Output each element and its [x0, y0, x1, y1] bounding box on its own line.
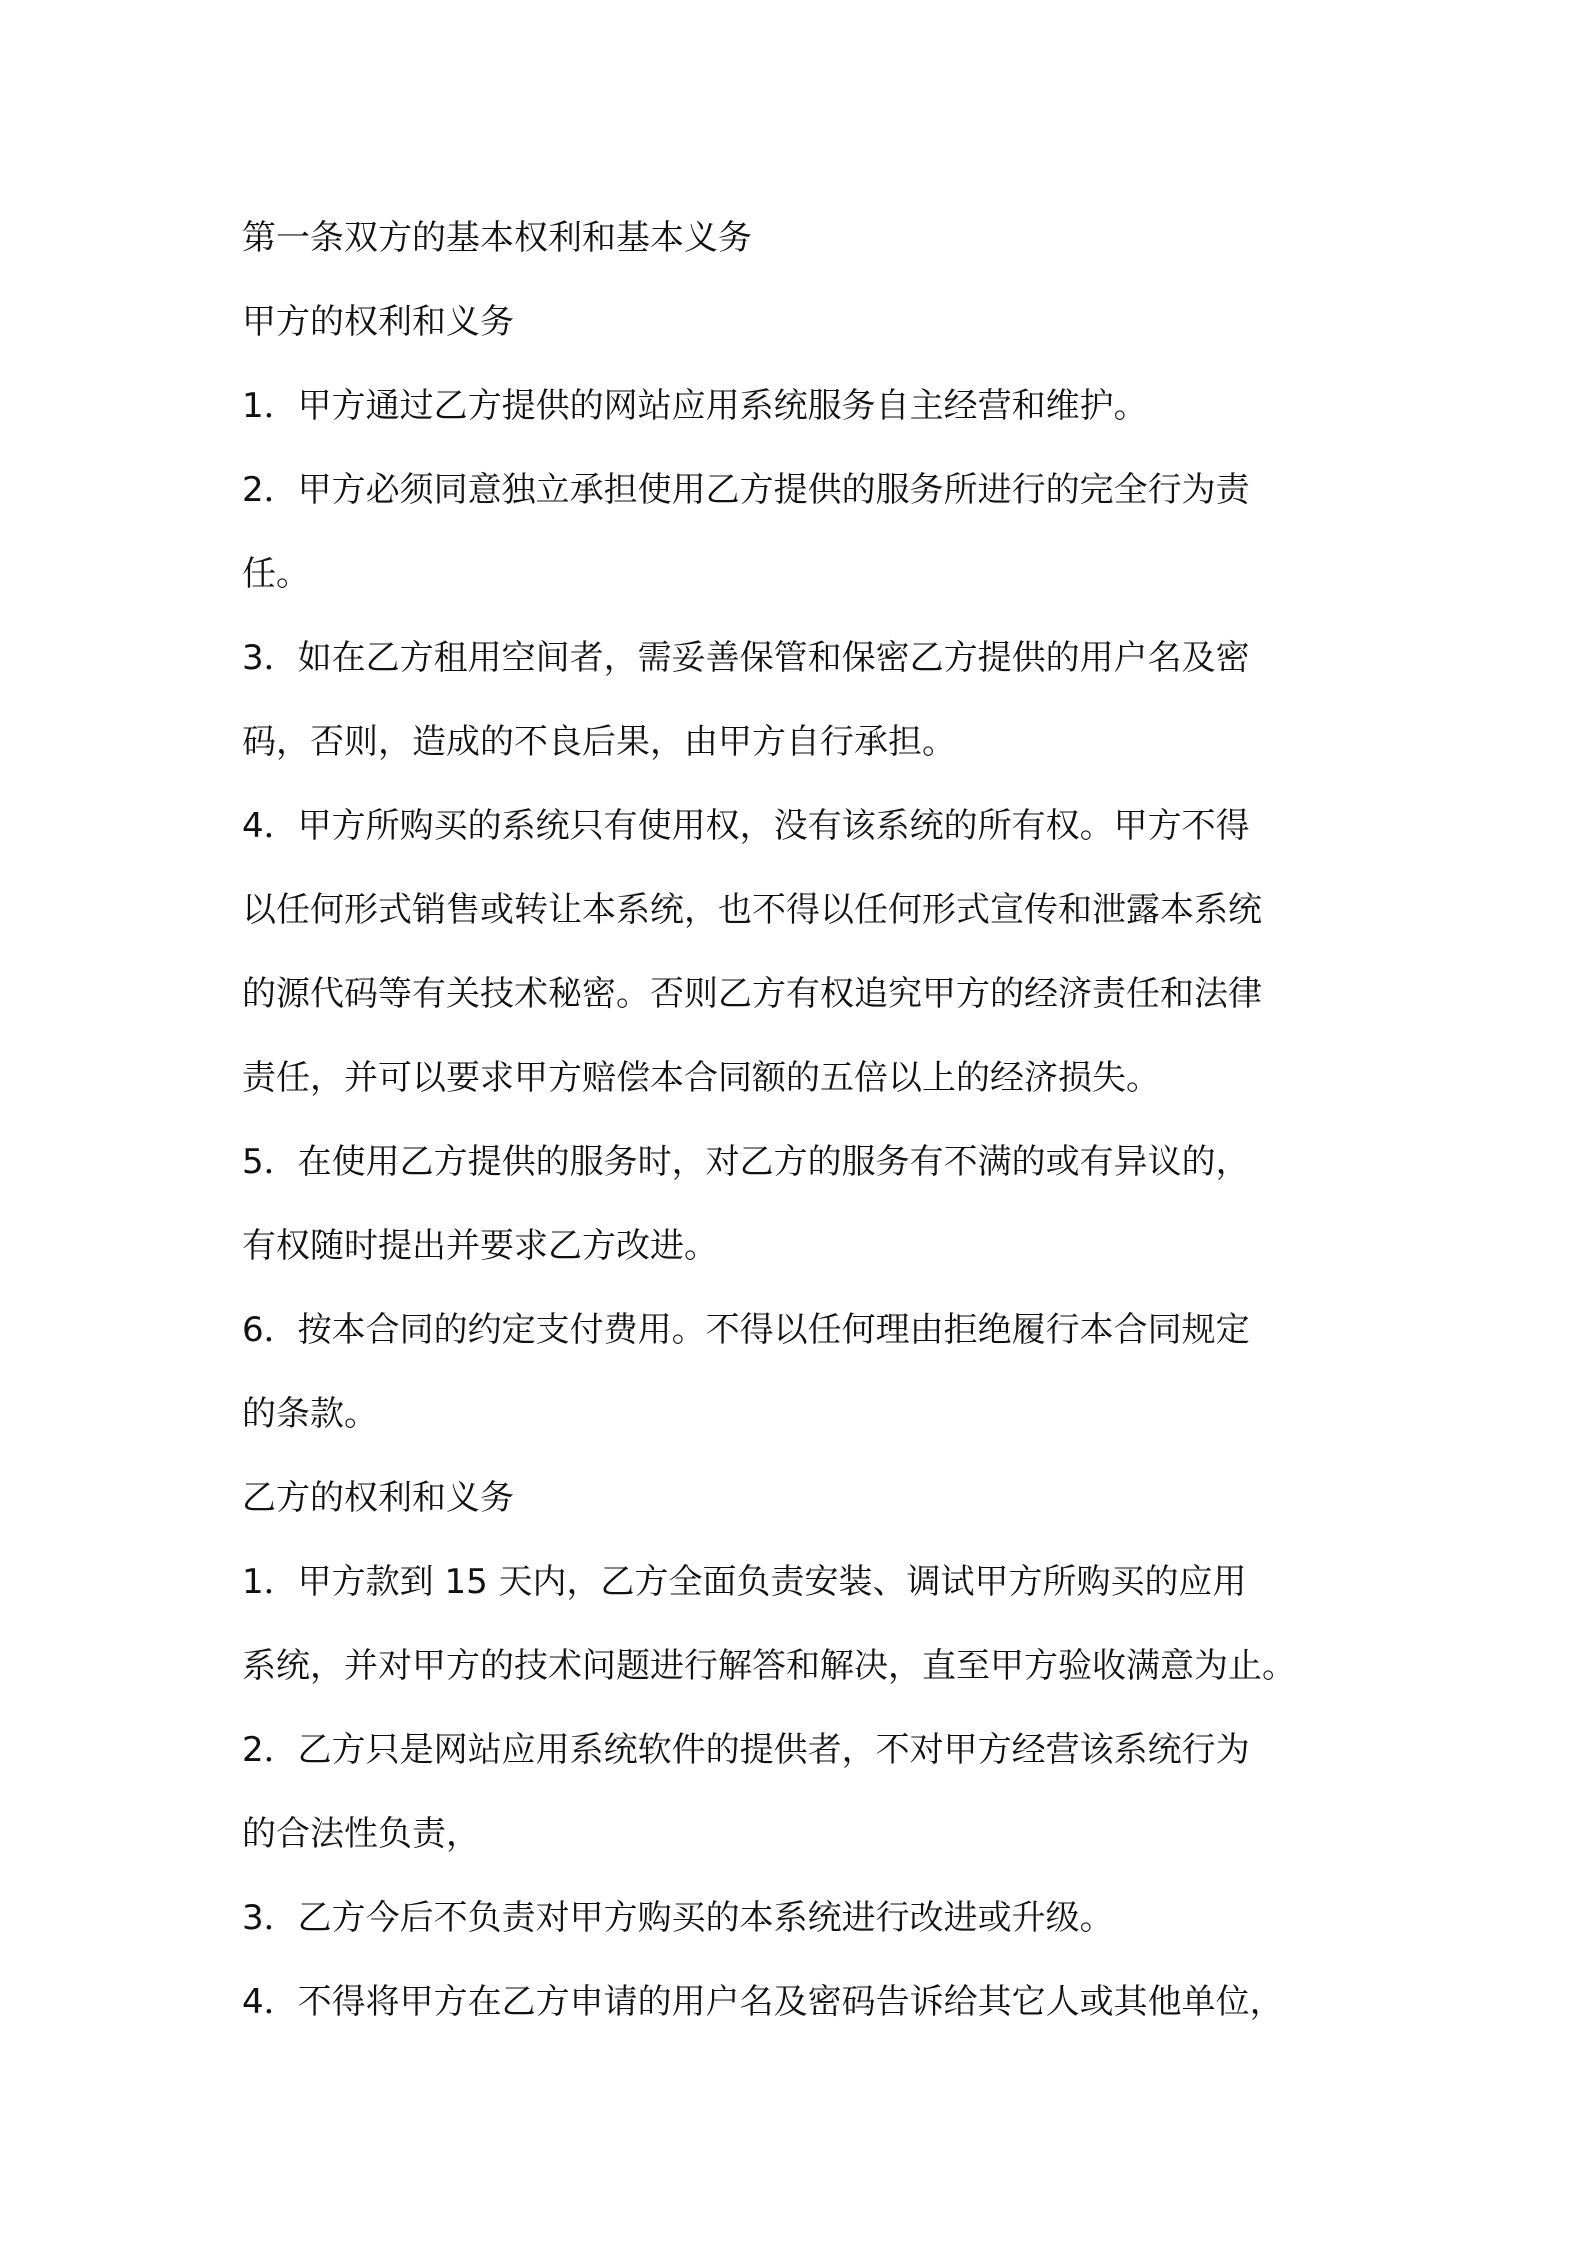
text-line: 的条款。	[242, 1394, 378, 1434]
text-line: 4．甲方所购买的系统只有使用权，没有该系统的所有权。甲方不得	[242, 806, 1250, 846]
text-line: 3．乙方今后不负责对甲方购买的本系统进行改进或升级。	[242, 1898, 1114, 1938]
text-line: 5．在使用乙方提供的服务时，对乙方的服务有不满的或有异议的，	[242, 1142, 1250, 1182]
text-line: 的合法性负责，	[242, 1814, 480, 1854]
text-line: 有权随时提出并要求乙方改进。	[242, 1226, 718, 1266]
text-line: 1．甲方通过乙方提供的网站应用系统服务自主经营和维护。	[242, 386, 1148, 426]
text-line: 以任何形式销售或转让本系统，也不得以任何形式宣传和泄露本系统	[242, 890, 1262, 930]
text-line: 6．按本合同的约定支付费用。不得以任何理由拒绝履行本合同规定	[242, 1310, 1250, 1350]
text-line: 系统，并对甲方的技术问题进行解答和解决，直至甲方验收满意为止。	[242, 1646, 1296, 1686]
article-heading: 第一条双方的基本权利和基本义务	[242, 218, 752, 258]
document-body	[242, 196, 1386, 2044]
text-line: 2．甲方必须同意独立承担使用乙方提供的服务所进行的完全行为责	[242, 470, 1250, 510]
text-line: 3．如在乙方租用空间者，需妥善保管和保密乙方提供的用户名及密	[242, 638, 1250, 678]
text-line: 任。	[242, 554, 310, 594]
text-line: 码，否则，造成的不良后果，由甲方自行承担。	[242, 722, 956, 762]
section-heading-party-a: 甲方的权利和义务	[242, 302, 514, 342]
text-line: 1．甲方款到 15 天内，乙方全面负责安装、调试甲方所购买的应用	[242, 1562, 1247, 1602]
section-heading-party-b: 乙方的权利和义务	[242, 1478, 514, 1518]
text-line: 2．乙方只是网站应用系统软件的提供者，不对甲方经营该系统行为	[242, 1730, 1250, 1770]
text-line: 4．不得将甲方在乙方申请的用户名及密码告诉给其它人或其他单位，	[242, 1982, 1284, 2022]
text-line: 的源代码等有关技术秘密。否则乙方有权追究甲方的经济责任和法律	[242, 974, 1262, 1014]
text-line: 责任，并可以要求甲方赔偿本合同额的五倍以上的经济损失。	[242, 1058, 1160, 1098]
